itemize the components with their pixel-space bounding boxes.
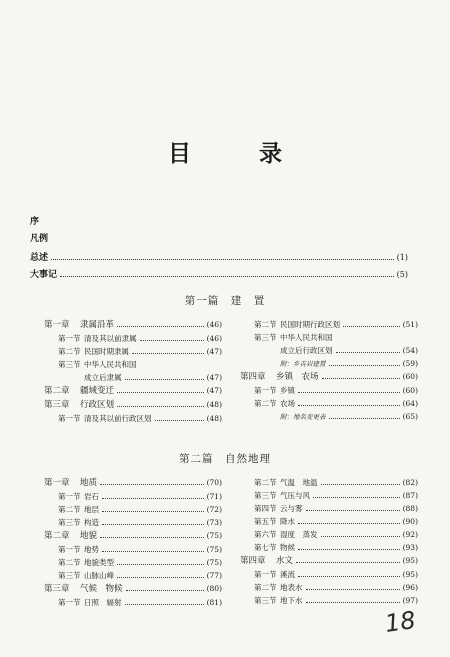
dot-leader	[306, 594, 400, 603]
entry-number: 第三节	[58, 360, 81, 369]
entry-title: 山脉山峰	[84, 571, 114, 580]
entry-label: 凡例	[30, 234, 49, 244]
page-ref: (97)	[402, 596, 418, 605]
entry-title: 疆域变迁	[80, 386, 115, 396]
page-ref: (5)	[396, 270, 408, 279]
entry-number: 第四节	[254, 504, 277, 513]
entry-title: 水文	[276, 556, 294, 566]
dot-leader	[321, 528, 400, 537]
dot-leader	[100, 529, 204, 538]
dot-leader	[329, 357, 400, 366]
entry-number: 第二章	[44, 386, 70, 396]
dot-leader	[298, 384, 400, 393]
section-entry	[44, 490, 222, 503]
entry-number: 第一节	[58, 545, 81, 554]
entry-label: 总述	[30, 253, 49, 263]
entry-title: 清及其以前隶属	[84, 334, 137, 343]
entry-title: 湿度 蒸发	[280, 530, 318, 539]
section-entry	[44, 371, 222, 384]
entry-number: 第三节	[58, 518, 81, 527]
dot-leader	[51, 248, 394, 260]
entry-title: 日照 辐射	[84, 598, 122, 607]
section-entry	[240, 318, 418, 331]
dot-leader	[321, 476, 400, 485]
entry-number: 第二节	[254, 583, 277, 592]
page-ref: (75)	[206, 545, 222, 554]
entry-number: 第一章	[44, 478, 70, 488]
chapter-entry	[44, 476, 222, 490]
section-entry	[240, 541, 418, 554]
page-ref: (73)	[206, 518, 222, 527]
appendix-entry	[240, 357, 418, 370]
part-one-left-column	[44, 318, 222, 425]
entry-number: 第一节	[254, 386, 277, 395]
section-entry	[240, 331, 418, 344]
entry-number: 第二节	[254, 320, 277, 329]
section-entry	[44, 412, 222, 425]
entry-number: 第一节	[254, 570, 277, 579]
page-ref: (75)	[206, 531, 222, 540]
page-ref: (59)	[402, 359, 418, 368]
entry-title: 成立后行政区划	[280, 346, 333, 355]
entry-number: 第一节	[58, 334, 81, 343]
chapter-entry	[44, 384, 222, 398]
dot-leader	[117, 556, 204, 565]
entry-number: 第二节	[58, 558, 81, 567]
page-ref: (81)	[206, 598, 222, 607]
entry-title: 地势	[84, 545, 99, 554]
section-entry	[44, 358, 222, 371]
entry-number: 第一章	[44, 320, 70, 330]
section-entry	[44, 556, 222, 569]
page-ref: (87)	[402, 491, 418, 500]
entry-number: 第六节	[254, 530, 277, 539]
page-ref: (93)	[402, 543, 418, 552]
part-two-title: 第二篇 自然地理	[179, 453, 271, 465]
section-entry	[44, 345, 222, 358]
dot-leader	[117, 569, 204, 578]
page-ref: (92)	[402, 530, 418, 539]
section-entry	[44, 543, 222, 556]
page-ref: (64)	[402, 399, 418, 408]
dot-leader	[117, 318, 204, 327]
page-ref: (1)	[396, 253, 408, 262]
chapter-entry	[44, 529, 222, 543]
section-entry	[240, 528, 418, 541]
dot-leader	[329, 410, 400, 419]
section-entry	[44, 569, 222, 582]
dot-leader	[102, 503, 204, 512]
entry-title: 气压与风	[280, 491, 310, 500]
page-ref: (65)	[402, 412, 418, 421]
dot-leader	[298, 568, 400, 577]
page-ref: (60)	[402, 372, 418, 381]
entry-title: 降水	[280, 517, 295, 526]
page-ref: (77)	[206, 571, 222, 580]
chapter-entry	[44, 398, 222, 412]
page-ref: (46)	[206, 320, 222, 329]
entry-title: 民国时期隶属	[84, 347, 129, 356]
entry-number: 第四章	[240, 556, 266, 566]
page-title: 目 录	[167, 140, 312, 167]
entry-title: 行政区划	[80, 400, 115, 410]
page-ref: (48)	[206, 414, 222, 423]
entry-number: 第三章	[44, 584, 70, 594]
handwritten-page-number: 18	[383, 606, 418, 638]
page-ref: (51)	[402, 320, 418, 329]
chapter-entry	[240, 554, 418, 568]
page-ref: (71)	[206, 492, 222, 501]
entry-number: 第七节	[254, 543, 277, 552]
entry-title: 气候 物候	[80, 584, 123, 594]
entry-title: 乡镇	[280, 386, 295, 395]
section-entry	[44, 596, 222, 609]
appendix-entry	[240, 410, 418, 423]
entry-number: 第二章	[44, 531, 70, 541]
entry-title: 物候	[280, 543, 295, 552]
dot-leader	[132, 345, 204, 354]
front-matter	[30, 214, 408, 282]
section-entry	[240, 384, 418, 397]
entry-label: 序	[30, 217, 40, 227]
entry-number: 第二节	[58, 505, 81, 514]
toc-entry	[30, 231, 408, 248]
part-two-right-column	[240, 476, 418, 607]
toc-entry	[30, 214, 408, 231]
entry-number: 第三节	[254, 333, 277, 342]
dot-leader	[102, 516, 204, 525]
chapter-entry	[44, 582, 222, 596]
page-ref: (88)	[402, 504, 418, 513]
dot-leader	[125, 371, 204, 380]
entry-title: 地下水	[280, 596, 303, 605]
entry-title: 地貌类型	[84, 558, 114, 567]
entry-title: 地层	[84, 505, 99, 514]
entry-number: 第二节	[254, 478, 277, 487]
chapter-entry	[44, 318, 222, 332]
entry-title: 溪流	[280, 570, 295, 579]
entry-title: 农场	[280, 399, 295, 408]
dot-leader	[102, 490, 204, 499]
page-ref: (70)	[206, 478, 222, 487]
toc-entry	[30, 248, 408, 265]
page-ref: (95)	[402, 570, 418, 579]
part-one-title: 第一篇 建 置	[184, 295, 266, 307]
entry-title: 附：乡吉岩建置	[280, 360, 326, 368]
toc-entry	[30, 265, 408, 282]
section-entry	[240, 397, 418, 410]
section-entry	[240, 489, 418, 502]
dot-leader	[306, 502, 400, 511]
entry-title: 乡镇 农场	[276, 372, 319, 382]
entry-title: 隶属沿革	[80, 320, 115, 330]
entry-number: 第一节	[58, 414, 81, 423]
entry-number: 第五节	[254, 517, 277, 526]
part-one-right-column	[240, 318, 418, 423]
section-entry	[240, 476, 418, 489]
page-ref: (54)	[402, 346, 418, 355]
dot-leader	[100, 476, 204, 485]
entry-title: 清及其以前行政区划	[84, 414, 152, 423]
entry-number: 第一节	[58, 492, 81, 501]
dot-leader	[298, 397, 400, 406]
page-ref: (47)	[206, 347, 222, 356]
section-entry	[240, 515, 418, 528]
section-entry	[44, 516, 222, 529]
entry-title: 民国时期行政区划	[280, 320, 340, 329]
dot-leader	[102, 543, 204, 552]
dot-leader	[298, 515, 400, 524]
entry-title: 中华人民共和国	[84, 360, 137, 369]
dot-leader	[296, 554, 400, 563]
entry-title: 地质	[80, 478, 98, 488]
dot-leader	[60, 265, 394, 277]
chapter-entry	[240, 370, 418, 384]
part-two-left-column	[44, 476, 222, 609]
entry-number: 第三章	[44, 400, 70, 410]
entry-number: 第一节	[58, 598, 81, 607]
page-ref: (72)	[206, 505, 222, 514]
entry-title: 构造	[84, 518, 99, 527]
dot-leader	[126, 582, 204, 591]
page-ref: (60)	[402, 386, 418, 395]
entry-number: 第四章	[240, 372, 266, 382]
entry-label: 大事记	[30, 270, 58, 280]
entry-number: 第二节	[58, 347, 81, 356]
entry-title: 岩石	[84, 492, 99, 501]
section-entry	[240, 502, 418, 515]
page-ref: (46)	[206, 334, 222, 343]
page-ref: (90)	[402, 517, 418, 526]
page-ref: (48)	[206, 400, 222, 409]
dot-leader	[117, 398, 204, 407]
entry-number: 第三节	[58, 571, 81, 580]
dot-leader	[306, 581, 400, 590]
entry-title: 附：地名变更表	[280, 413, 326, 421]
entry-title: 气温 地温	[280, 478, 318, 487]
page-ref: (96)	[402, 583, 418, 592]
dot-leader	[313, 489, 400, 498]
entry-title: 云与雾	[280, 504, 303, 513]
dot-leader	[140, 332, 204, 341]
section-entry	[240, 581, 418, 594]
dot-leader	[298, 541, 400, 550]
dot-leader	[117, 384, 204, 393]
entry-number: 第三节	[254, 491, 277, 500]
section-entry	[240, 344, 418, 357]
page-ref: (80)	[206, 584, 222, 593]
entry-number: 第二节	[254, 399, 277, 408]
page-ref: (95)	[402, 556, 418, 565]
section-entry	[240, 594, 418, 607]
section-entry	[44, 503, 222, 516]
entry-title: 地貌	[80, 531, 98, 541]
entry-title: 地表水	[280, 583, 303, 592]
dot-leader	[322, 370, 400, 379]
dot-leader	[343, 318, 400, 327]
page-ref: (82)	[402, 478, 418, 487]
dot-leader	[155, 412, 204, 421]
page-ref: (47)	[206, 373, 222, 382]
dot-leader	[336, 344, 400, 353]
entry-number: 第三节	[254, 596, 277, 605]
entry-title: 成立后隶属	[84, 373, 122, 382]
section-entry	[240, 568, 418, 581]
dot-leader	[125, 596, 204, 605]
page-ref: (75)	[206, 558, 222, 567]
entry-title: 中华人民共和国	[280, 333, 333, 342]
section-entry	[44, 332, 222, 345]
page-ref: (47)	[206, 386, 222, 395]
